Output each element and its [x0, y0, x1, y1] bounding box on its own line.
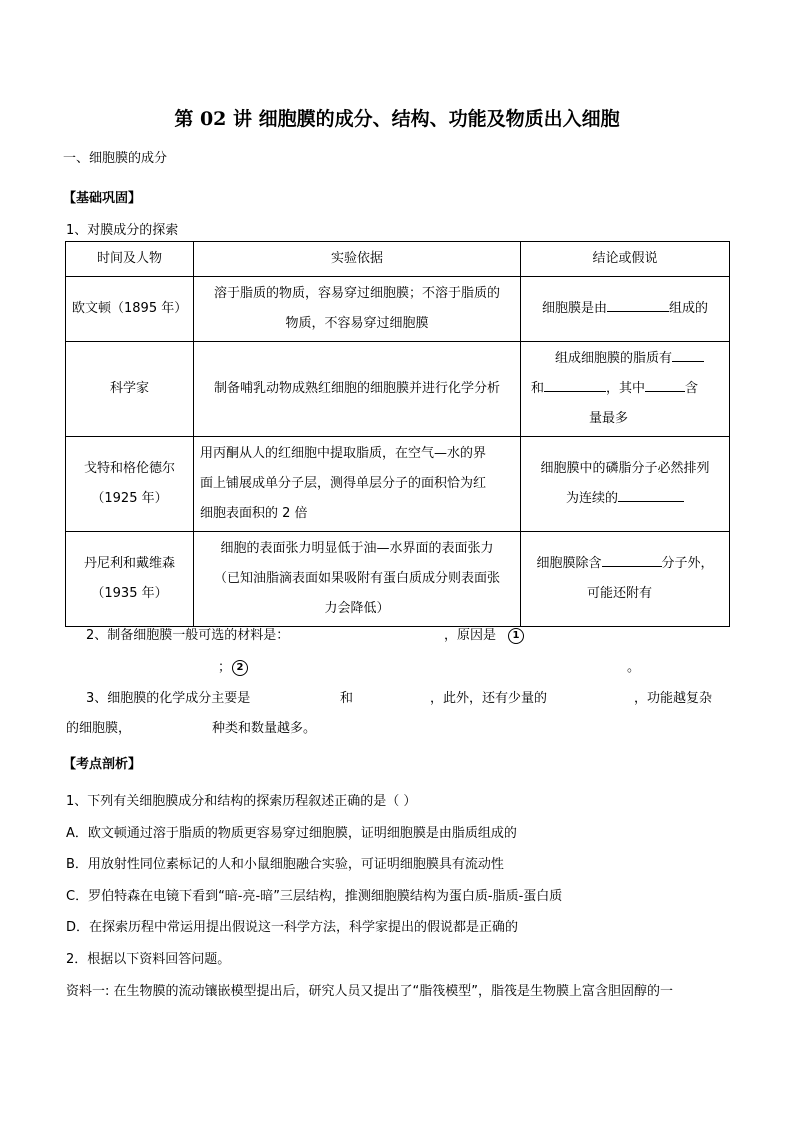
answer-blank[interactable] — [645, 377, 685, 392]
section-heading: 一、细胞膜的成分 — [63, 151, 168, 166]
person-text: 戈特和格伦德尔 — [83, 461, 175, 476]
table-header-row — [66, 242, 730, 277]
mc-option-b: B．用放射性同位素标记的人和小鼠细胞融合实验，可证明细胞膜具有流动性 — [66, 857, 504, 872]
conclusion-cell — [521, 437, 730, 532]
person-text: （1925 年） — [91, 491, 168, 506]
person-text: 丹尼利和戴维森 — [83, 556, 175, 571]
evidence-cell — [194, 437, 521, 532]
basics-heading: 【基础巩固】 — [63, 191, 142, 206]
question-2-semicolon: ； — [218, 660, 232, 675]
person-cell — [66, 437, 194, 532]
conclusion-text: 为连续的 — [565, 491, 618, 506]
circled-number-1: 1 — [508, 627, 524, 645]
evidence-line: 物质，不容易穿过细胞膜 — [285, 316, 429, 331]
mc-question: 1、下列有关细胞膜成分和结构的探索历程叙述正确的是（ ） — [66, 794, 417, 809]
answer-blank[interactable] — [618, 487, 684, 502]
evidence-cell — [194, 277, 521, 342]
question-3-part: 种类和数量越多。 — [212, 721, 317, 736]
conclusion-text: 含 — [685, 381, 699, 396]
person-cell — [66, 532, 194, 627]
question-1-label: 1、对膜成分的探索 — [66, 223, 179, 238]
conclusion-text: ，其中 — [606, 381, 646, 396]
evidence-line: 溶于脂质的物质，容易穿过细胞膜；不溶于脂质的 — [213, 286, 500, 301]
question-2-end: 。 — [627, 660, 641, 675]
material-1-text: 资料一: 在生物膜的流动镶嵌模型提出后，研究人员又提出了“脂筏模型”，脂筏是生物膜上富含胆固醇的一 — [66, 984, 673, 999]
table-row — [66, 437, 730, 532]
mc-option-c: C．罗伯特森在电镜下看到“暗-亮-暗”三层结构，推测细胞膜结构为蛋白质-脂质-蛋白质 — [66, 889, 563, 904]
evidence-line: 面上铺展成单分子层，测得单层分子的面积恰为红 — [200, 476, 487, 491]
question-3-part: ，功能越复杂 — [634, 691, 713, 706]
evidence-cell — [194, 342, 521, 437]
answer-blank[interactable] — [672, 347, 704, 362]
conclusion-text: 细胞膜除含 — [536, 556, 602, 571]
evidence-line: 用丙酮从人的红细胞中提取脂质，在空气—水的界 — [200, 446, 487, 461]
evidence-line: 细胞表面积的 2 倍 — [200, 506, 308, 521]
conclusion-text: 可能还附有 — [587, 586, 653, 601]
evidence-line: 细胞的表面张力明显低于油—水界面的表面张力 — [220, 541, 494, 556]
question-3-part: 的细胞膜， — [66, 721, 132, 736]
person-text: 科学家 — [109, 381, 149, 396]
question-3-part: 和 — [340, 691, 354, 706]
circled-number-2: 2 — [232, 659, 248, 677]
header-cell: 结论或假说 — [521, 242, 730, 277]
conclusion-text: 组成细胞膜的脂质有 — [555, 351, 673, 366]
conclusion-text: 分子外， — [661, 556, 714, 571]
table-row — [66, 277, 730, 342]
table-row — [66, 532, 730, 627]
person-cell — [66, 342, 194, 437]
answer-blank[interactable] — [607, 297, 669, 312]
person-cell — [66, 277, 194, 342]
table-row — [66, 342, 730, 437]
conclusion-cell — [521, 277, 730, 342]
question-material: 2．根据以下资料回答问题。 — [66, 952, 231, 967]
evidence-line: 力会降低） — [324, 601, 390, 616]
question-3-part: ，此外，还有少量的 — [430, 691, 548, 706]
conclusion-text: 细胞膜中的磷脂分子必然排列 — [540, 461, 710, 476]
question-3-part: 3、细胞膜的化学成分主要是 — [86, 691, 251, 706]
conclusion-text: 量最多 — [589, 411, 629, 426]
person-text: 欧文顿（1895 年） — [72, 301, 188, 316]
evidence-line: 制备哺乳动物成熟红细胞的细胞膜并进行化学分析 — [213, 381, 500, 396]
mc-option-a: A．欧文顿通过溶于脂质的物质更容易穿过细胞膜，证明细胞膜是由脂质组成的 — [66, 826, 517, 841]
evidence-line: （已知油脂滴表面如果吸附有蛋白质成分则表面张 — [213, 571, 500, 586]
page-title: 第 02 讲 细胞膜的成分、结构、功能及物质出入细胞 — [174, 108, 620, 130]
header-cell: 实验依据 — [194, 242, 521, 277]
question-2-reason: ，原因是 — [444, 628, 497, 643]
header-cell: 时间及人物 — [66, 242, 194, 277]
conclusion-text: 组成的 — [669, 301, 709, 316]
mc-option-d: D．在探索历程中常运用提出假说这一科学方法，科学家提出的假说都是正确的 — [66, 920, 519, 935]
evidence-cell — [194, 532, 521, 627]
conclusion-cell — [521, 342, 730, 437]
conclusion-text: 细胞膜是由 — [541, 301, 607, 316]
membrane-exploration-table — [65, 241, 730, 627]
conclusion-text: 和 — [531, 381, 545, 396]
answer-blank[interactable] — [544, 377, 606, 392]
conclusion-cell — [521, 532, 730, 627]
person-text: （1935 年） — [91, 586, 168, 601]
analysis-heading: 【考点剖析】 — [63, 757, 142, 772]
question-2-text: 2、制备细胞膜一般可选的材料是： — [86, 628, 290, 643]
answer-blank[interactable] — [602, 552, 662, 567]
